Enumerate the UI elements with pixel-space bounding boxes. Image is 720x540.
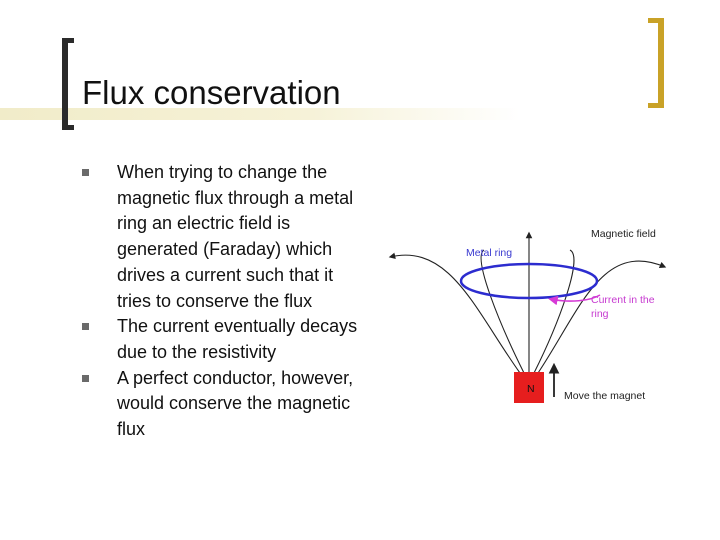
right-bracket-decoration xyxy=(648,18,664,108)
slide-title: Flux conservation xyxy=(82,74,341,111)
bullet-text: When trying to change the magnetic flux through a metal ring an electric field is generated (Faraday) which drives a current such that it tries to conserve the flux xyxy=(117,162,354,311)
magnetic-field-label: Magnetic field xyxy=(591,228,656,240)
square-bullet-icon xyxy=(82,169,89,176)
square-bullet-icon xyxy=(82,375,89,382)
field-line-outer-left xyxy=(390,255,520,373)
bullet-item xyxy=(82,160,372,314)
current-label-line1: Current in the xyxy=(591,294,655,306)
bullet-text: The current eventually decays due to the resistivity xyxy=(117,316,358,362)
bullet-item xyxy=(82,366,372,443)
bullet-list xyxy=(82,160,372,443)
bullet-text: A perfect conductor, however, would conserve the magnetic flux xyxy=(117,367,354,440)
current-label-line2: ring xyxy=(591,308,609,320)
magnet-pole-label: N xyxy=(527,383,535,395)
move-magnet-label: Move the magnet xyxy=(564,390,646,402)
field-line-inner-right xyxy=(534,250,574,373)
left-bracket-decoration xyxy=(62,38,74,130)
bullet-item xyxy=(82,314,372,365)
magnet-ring-diagram xyxy=(380,215,680,415)
square-bullet-icon xyxy=(82,323,89,330)
metal-ring-label: Metal ring xyxy=(466,247,513,259)
